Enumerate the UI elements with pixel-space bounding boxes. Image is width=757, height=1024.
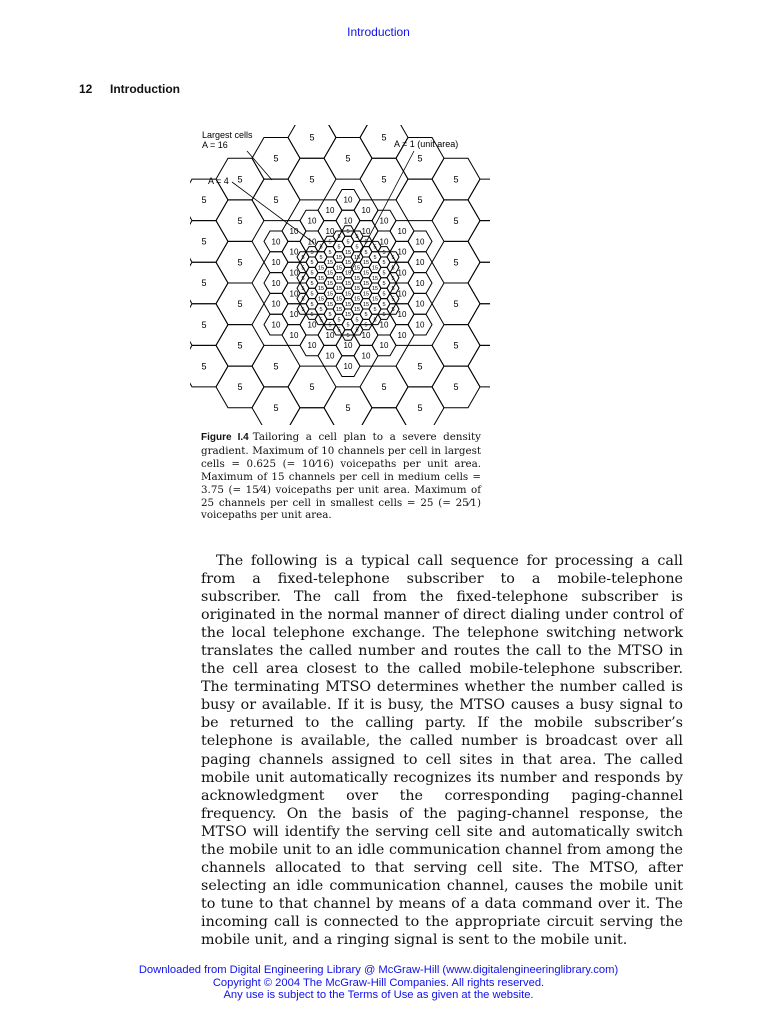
smallest-cell-label: 15 (353, 307, 361, 313)
small-cell-label: 5 (364, 239, 368, 246)
medium-cell-label: 10 (397, 310, 407, 320)
small-cell-label: 5 (364, 249, 368, 256)
chapter-name: Introduction (110, 82, 180, 96)
large-cell-label (489, 237, 490, 247)
smallest-cell-label: 15 (371, 265, 379, 272)
smallest-cell-label: 15 (353, 255, 361, 261)
large-cell (190, 221, 228, 263)
smallest-cell-label: 15 (371, 275, 379, 282)
small-cell-label: 5 (346, 322, 350, 329)
smallest-cell-label: 15 (362, 291, 370, 298)
large-cell-label: 5 (453, 340, 459, 351)
small-cell-label: 5 (310, 301, 314, 308)
small-cell-label: 5 (328, 239, 332, 246)
large-cell-label: 5 (273, 402, 279, 413)
large-cell-label: 5 (345, 402, 351, 413)
small-cell-label: 5 (319, 317, 323, 324)
small-cell-label: 5 (310, 312, 314, 319)
small-cell-label: 5 (319, 307, 323, 313)
small-cell-label: 5 (382, 281, 386, 287)
large-cell (468, 304, 490, 346)
medium-cell-label: 10 (307, 341, 317, 351)
small-cell-label: 5 (382, 291, 386, 298)
running-header-link[interactable]: Introduction (347, 25, 410, 39)
smallest-cell-label: 15 (326, 301, 334, 308)
large-cell-label: 5 (381, 382, 387, 393)
small-cell-label: 5 (337, 234, 341, 241)
smallest-cell-label: 15 (326, 281, 334, 287)
medium-cell-label: 10 (271, 299, 281, 309)
smallest-cell-label: 15 (344, 249, 352, 256)
small-cell-label: 5 (382, 249, 386, 256)
small-cell-label: 5 (310, 249, 314, 256)
small-cell-label: 5 (301, 275, 305, 282)
small-cell-label: 5 (373, 307, 377, 313)
small-cell-label: 5 (373, 244, 377, 251)
medium-cell-label: 10 (361, 226, 371, 236)
large-cell-label: 5 (201, 278, 207, 289)
large-cell-label: 5 (201, 236, 207, 247)
medium-cell-label: 10 (289, 226, 299, 236)
large-cell-label: 5 (273, 195, 279, 206)
medium-cell-label: 10 (289, 268, 299, 278)
large-cell-label: 5 (345, 153, 351, 164)
footer-notice (0, 964, 757, 1002)
large-cell-label: 5 (309, 132, 315, 143)
footer-download-link[interactable]: Downloaded from Digital Engineering Library @ McGraw-Hill (www.digitalengineeringlibrary.com) (138, 964, 619, 976)
small-cell-label: 5 (391, 255, 395, 261)
small-cell-label: 5 (319, 244, 323, 251)
medium-cell-label: 10 (379, 341, 389, 351)
small-cell-label: 5 (364, 312, 368, 319)
small-cell-label: 5 (355, 317, 359, 324)
large-cell-label: 5 (237, 340, 243, 351)
smallest-cell-label: 15 (335, 307, 343, 313)
medium-cell-label: 10 (415, 278, 425, 288)
cell-plan-figure (190, 125, 490, 425)
large-cell (190, 304, 228, 346)
smallest-cell-label: 15 (326, 270, 334, 277)
small-cell-label: 5 (346, 229, 350, 235)
smallest-cell-label: 15 (362, 281, 370, 287)
smallest-cell-label: 15 (317, 265, 325, 272)
medium-cell-label: 10 (415, 320, 425, 330)
large-cell-label: 5 (237, 215, 243, 226)
large-cell-label: 5 (453, 257, 459, 268)
small-cell-label: 5 (355, 234, 359, 241)
large-cell-label: 5 (453, 382, 459, 393)
small-cell-label: 5 (301, 286, 305, 293)
small-cell-label: 5 (319, 255, 323, 261)
medium-cell-label: 10 (271, 237, 281, 247)
small-cell-label: 5 (310, 291, 314, 298)
small-cell-label: 5 (310, 281, 314, 287)
medium-cell-label: 10 (379, 237, 389, 247)
large-cell-label: 5 (201, 361, 207, 372)
large-cell-label: 5 (237, 174, 243, 185)
small-cell-label: 5 (337, 244, 341, 251)
smallest-cell-label: 15 (326, 260, 334, 267)
smallest-cell-label: 15 (344, 260, 352, 267)
large-cell-label: 5 (381, 132, 387, 143)
medium-area-pointer (232, 182, 314, 243)
large-cell (190, 262, 228, 304)
small-cell-label: 5 (301, 255, 305, 261)
medium-area-label: A = 4 (208, 176, 229, 186)
medium-cell-label: 10 (271, 258, 281, 268)
smallest-cell-label: 15 (344, 291, 352, 298)
medium-cell-label: 10 (325, 226, 335, 236)
small-cell-label: 5 (382, 312, 386, 319)
smallest-cell-label: 15 (353, 296, 361, 303)
large-cell-label: 5 (309, 382, 315, 393)
medium-cell-label: 10 (307, 216, 317, 226)
medium-cell-label: 10 (415, 258, 425, 268)
medium-cell-label: 10 (361, 351, 371, 361)
large-cell-label: 5 (417, 361, 423, 372)
footer-copyright: Copyright © 2004 The McGraw-Hill Companies. All rights reserved. (212, 976, 545, 989)
medium-cell-label: 10 (397, 330, 407, 340)
large-cell-label: 5 (201, 319, 207, 330)
medium-cell-label: 10 (325, 351, 335, 361)
page-number: 12 (79, 82, 93, 96)
large-cell-label: 5 (417, 402, 423, 413)
largest-cells-label: Largest cells (202, 130, 253, 140)
medium-cell-label: 10 (397, 226, 407, 236)
medium-cell-label: 10 (289, 247, 299, 257)
medium-cell-label: 10 (343, 195, 353, 205)
large-cell-label (489, 320, 490, 330)
large-cell-label: 5 (237, 382, 243, 393)
small-cell-label: 5 (382, 270, 386, 277)
large-cell-label: 5 (417, 153, 423, 164)
smallest-cell-label: 15 (344, 301, 352, 308)
medium-cell-label: 10 (415, 237, 425, 247)
smallest-cell-label: 15 (326, 291, 334, 298)
small-cell-label: 5 (328, 322, 332, 329)
large-cell-label: 5 (453, 215, 459, 226)
smallest-cell-label: 15 (371, 296, 379, 303)
small-cell-label: 5 (310, 270, 314, 277)
small-cell-label: 5 (301, 296, 305, 303)
smallest-cell-label: 15 (335, 265, 343, 272)
smallest-cell-label: 15 (353, 275, 361, 282)
large-cell-label: 5 (453, 174, 459, 185)
large-cell (190, 345, 228, 387)
largest-cells-area: A = 16 (202, 140, 228, 150)
figure-caption (201, 431, 481, 522)
small-cell-label: 5 (337, 317, 341, 324)
large-cell-label: 5 (237, 299, 243, 309)
large-cell-label (309, 424, 314, 425)
large-cell (468, 345, 490, 387)
large-cell (468, 179, 490, 221)
smallest-cell-label: 15 (371, 286, 379, 293)
medium-cell-label: 10 (343, 216, 353, 226)
smallest-cell-label: 15 (362, 270, 370, 277)
medium-cell-label: 10 (307, 237, 317, 247)
large-cell-label: 5 (273, 361, 279, 372)
smallest-cell-label: 15 (335, 296, 343, 303)
small-cell-label: 5 (346, 239, 350, 246)
small-cell-label: 5 (346, 332, 350, 339)
medium-cell-label: 10 (343, 362, 353, 371)
small-cell-label: 5 (382, 260, 386, 267)
large-cell-label (489, 195, 490, 205)
large-cell (468, 221, 490, 263)
largest-cells-pointer (247, 151, 272, 180)
large-cell-label: 5 (273, 153, 279, 164)
medium-cell-label: 10 (397, 247, 407, 257)
large-cell-label: 5 (201, 195, 207, 206)
medium-cell-label: 10 (271, 278, 281, 288)
smallest-cell-label: 15 (335, 255, 343, 261)
smallest-cell-label: 15 (362, 301, 370, 308)
large-cell-label (489, 278, 490, 288)
small-cell-label: 5 (391, 265, 395, 272)
large-cell (468, 262, 490, 304)
body-paragraph: The following is a typical call sequence for processing a call from a fixed-telephone subscriber to a mobile-telephone subscriber. The call from the fixed-telephone subscriber is originated in the normal manner of direct dialing under control of the local telephone exchange. The telephone switching network translates the called number and routes the call to the MTSO in the cell area closest to the called mobile-telephone subscriber. The terminating MTSO determines whether the number called is busy or available. If it is busy, the MTSO causes a busy signal to be returned to the calling party. If the mobile subscriber’s telephone is available, the called number is broadcast over all paging channels assigned to cell sites in that area. The called mobile unit automatically recognizes its number and responds by acknowledgment over the corresponding paging-channel frequency. On the basis of the paging-channel response, the MTSO will identify the serving cell site and automatically switch the mobile unit to an idle communication channel from among the channels allocated to that serving cell site. The MTSO, after selecting an idle communication channel, causes the mobile unit to tune to that channel by means of a data command over it. The incoming call is connected to the appropriate circuit serving the mobile unit, and a ringing signal is sent to the mobile unit. (201, 553, 683, 948)
medium-cell-label: 10 (325, 330, 335, 340)
small-cell-label: 5 (391, 307, 395, 313)
smallest-cell-label: 15 (362, 260, 370, 267)
small-cell-label: 5 (364, 322, 368, 329)
small-cell-label: 5 (301, 307, 305, 313)
small-cell-label: 5 (391, 275, 395, 282)
medium-cell-label: 10 (289, 310, 299, 320)
smallest-cell-label: 15 (317, 286, 325, 293)
medium-cell-label: 10 (289, 330, 299, 340)
large-cell-label: 5 (237, 257, 243, 268)
footer-terms-link[interactable]: Any use is subject to the Terms of Use as given at the website. (223, 989, 534, 1001)
large-cell (324, 125, 372, 138)
large-cell-label: 5 (309, 174, 315, 185)
medium-cell-label: 10 (325, 206, 335, 216)
small-cell-label: 5 (328, 312, 332, 319)
medium-cell-label: 10 (343, 341, 353, 351)
medium-cell-label: 10 (271, 320, 281, 330)
smallest-cell-label: 15 (353, 286, 361, 293)
small-cell-label: 5 (337, 327, 341, 334)
small-cell-label: 5 (391, 286, 395, 293)
medium-cell-label: 10 (307, 320, 317, 330)
large-cell-label: 5 (417, 195, 423, 206)
medium-cell-label: 10 (289, 289, 299, 299)
large-cell-label (489, 361, 490, 371)
medium-cell-label: 10 (397, 268, 407, 278)
smallest-cell-label: 15 (344, 312, 352, 319)
large-cell-label (381, 424, 386, 425)
small-cell-label: 5 (373, 317, 377, 324)
large-cell-label: 5 (453, 299, 459, 309)
small-cell-label: 5 (391, 296, 395, 303)
large-cell-label: 5 (381, 174, 387, 185)
figure-caption-text: Tailoring a cell plan to a severe density gradient. Maximum of 10 channels per cell in largest cells = 0.625 (= 10⁄16) voicepaths per unit area. Maximum of 15 channels per cell in medium cells = 3.75 (= 15⁄4) voicepaths per unit area. Maximum of 25 channels per cell in smallest cells = 25 (= 25⁄1) voicepaths per unit area. (201, 431, 482, 522)
medium-cell-label: 10 (397, 289, 407, 299)
medium-cell-label: 10 (415, 299, 425, 309)
smallest-cell-label: 15 (335, 286, 343, 293)
smallest-cell-label: 15 (353, 265, 361, 272)
small-cell-label: 5 (373, 255, 377, 261)
small-cell-label: 5 (328, 249, 332, 256)
medium-cell-label: 10 (379, 216, 389, 226)
medium-cell-label: 10 (379, 320, 389, 330)
smallest-cell-label: 15 (317, 275, 325, 282)
small-cell-label: 5 (355, 244, 359, 251)
small-cell-label: 5 (310, 260, 314, 267)
smallest-cell-label: 15 (344, 270, 352, 277)
smallest-cell-label: 15 (317, 296, 325, 303)
smallest-cell-label: 15 (335, 275, 343, 282)
unit-area-label: A = 1 (unit area) (394, 139, 459, 149)
small-cell-label: 5 (382, 301, 386, 308)
figure-label: Figure I.4 (201, 432, 249, 443)
smallest-cell-label: 15 (344, 281, 352, 287)
medium-cell-label: 10 (361, 206, 371, 216)
small-cell-label: 5 (301, 265, 305, 272)
medium-cell-label: 10 (361, 330, 371, 340)
small-cell-label: 5 (355, 327, 359, 334)
